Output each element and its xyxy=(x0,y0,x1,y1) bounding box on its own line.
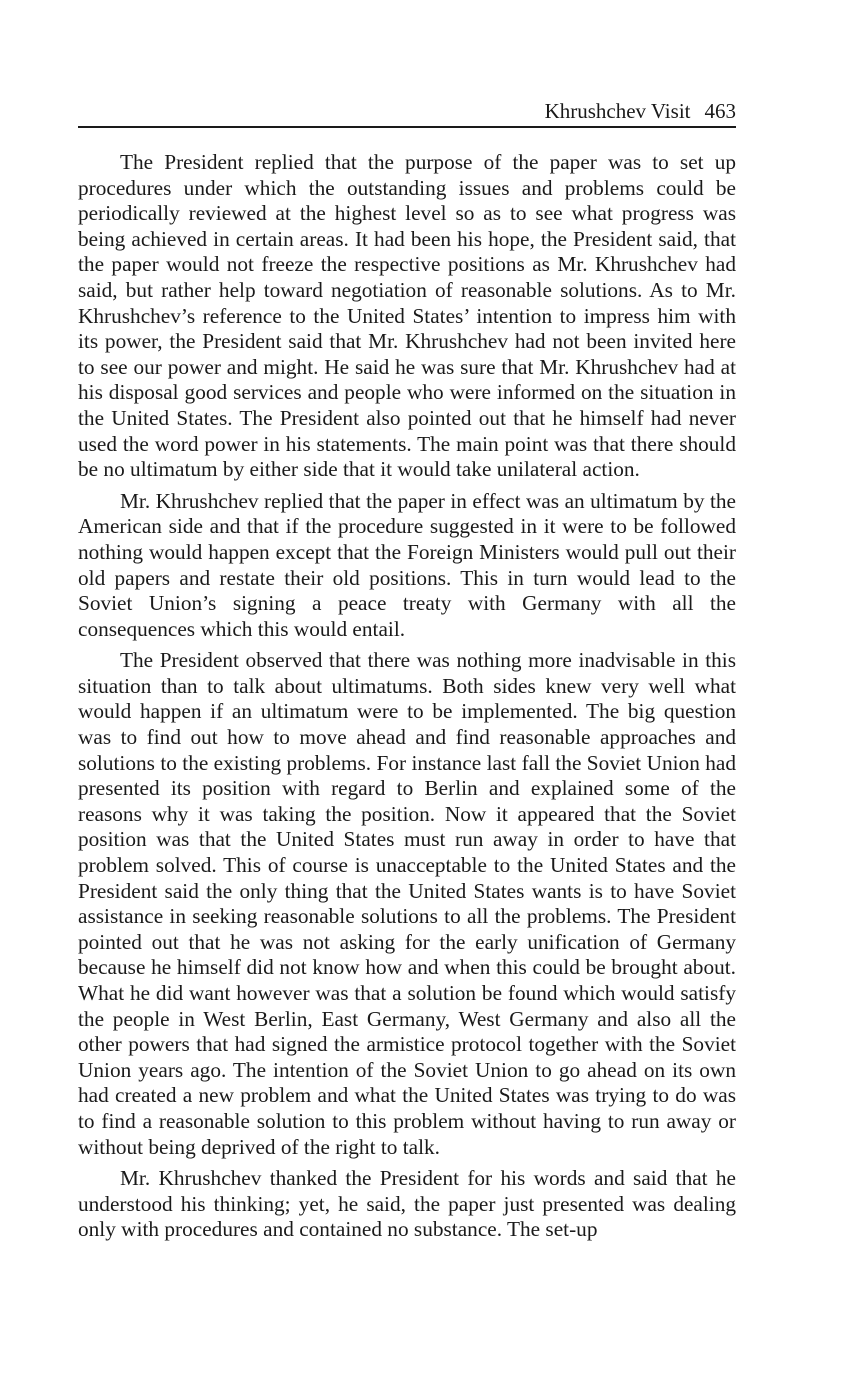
running-title: Khrushchev Visit xyxy=(544,99,691,123)
running-header xyxy=(78,98,736,128)
paragraph-1: The President replied that the purpose of the paper was to set up procedures under which the outstanding issues and problems could be periodically reviewed at the highest level so as to see what progress was being achieved in certain areas. It had been his hope, the President said, that the paper would not freeze the respective positions as Mr. Khrushchev had said, but rather help toward negotiation of reasonable solutions. As to Mr. Khrushchev’s reference to the United States’ intention to impress him with its power, the President said that Mr. Khrushchev had not been invited here to see our power and might. He said he was sure that Mr. Khrushchev had at his disposal good services and people who were informed on the situation in the United States. The President also pointed out that he himself had never used the word power in his statements. The main point was that there should be no ultimatum by either side that it would take unilateral action. xyxy=(78,150,736,482)
body-text xyxy=(78,150,736,1249)
paragraph-3: The President observed that there was nothing more inadvisable in this situation than to talk about ultimatums. Both sides knew very well what would happen if an ultimatum were to be implemented. The big question was to find out how to move ahead and find reasonable approaches and solutions to the existing problems. For instance last fall the Soviet Union had presented its position with regard to Berlin and explained some of the reasons why it was taking the position. Now it appeared that the Soviet position was that the United States must run away in order to have that problem solved. This of course is unacceptable to the United States and the President said the only thing that the United States wants is to have Soviet assistance in seeking reasonable solutions to all the problems. The President pointed out that he was not asking for the early unification of Germany because he himself did not know how and when this could be brought about. What he did want however was that a solution be found which would satisfy the people in West Berlin, East Germany, West Germany and also all the other powers that had signed the armistice protocol together with the Soviet Union years ago. The intention of the Soviet Union to go ahead on its own had created a new problem and what the United States was trying to do was to find a reasonable solution to this problem without having to run away or without being deprived of the right to talk. xyxy=(78,648,736,1159)
page-number: 463 xyxy=(704,99,736,123)
header-text xyxy=(545,98,736,124)
paragraph-4: Mr. Khrushchev thanked the President for his words and said that he understood his thinking; yet, he said, the paper just presented was dealing only with procedures and contained no substance. The set-up xyxy=(78,1166,736,1242)
paragraph-2: Mr. Khrushchev replied that the paper in effect was an ultimatum by the American side and that if the procedure suggested in it were to be followed nothing would happen except that the Foreign Ministers would pull out their old papers and restate their old positions. This in turn would lead to the Soviet Union’s signing a peace treaty with Germany with all the consequences which this would entail. xyxy=(78,488,736,641)
